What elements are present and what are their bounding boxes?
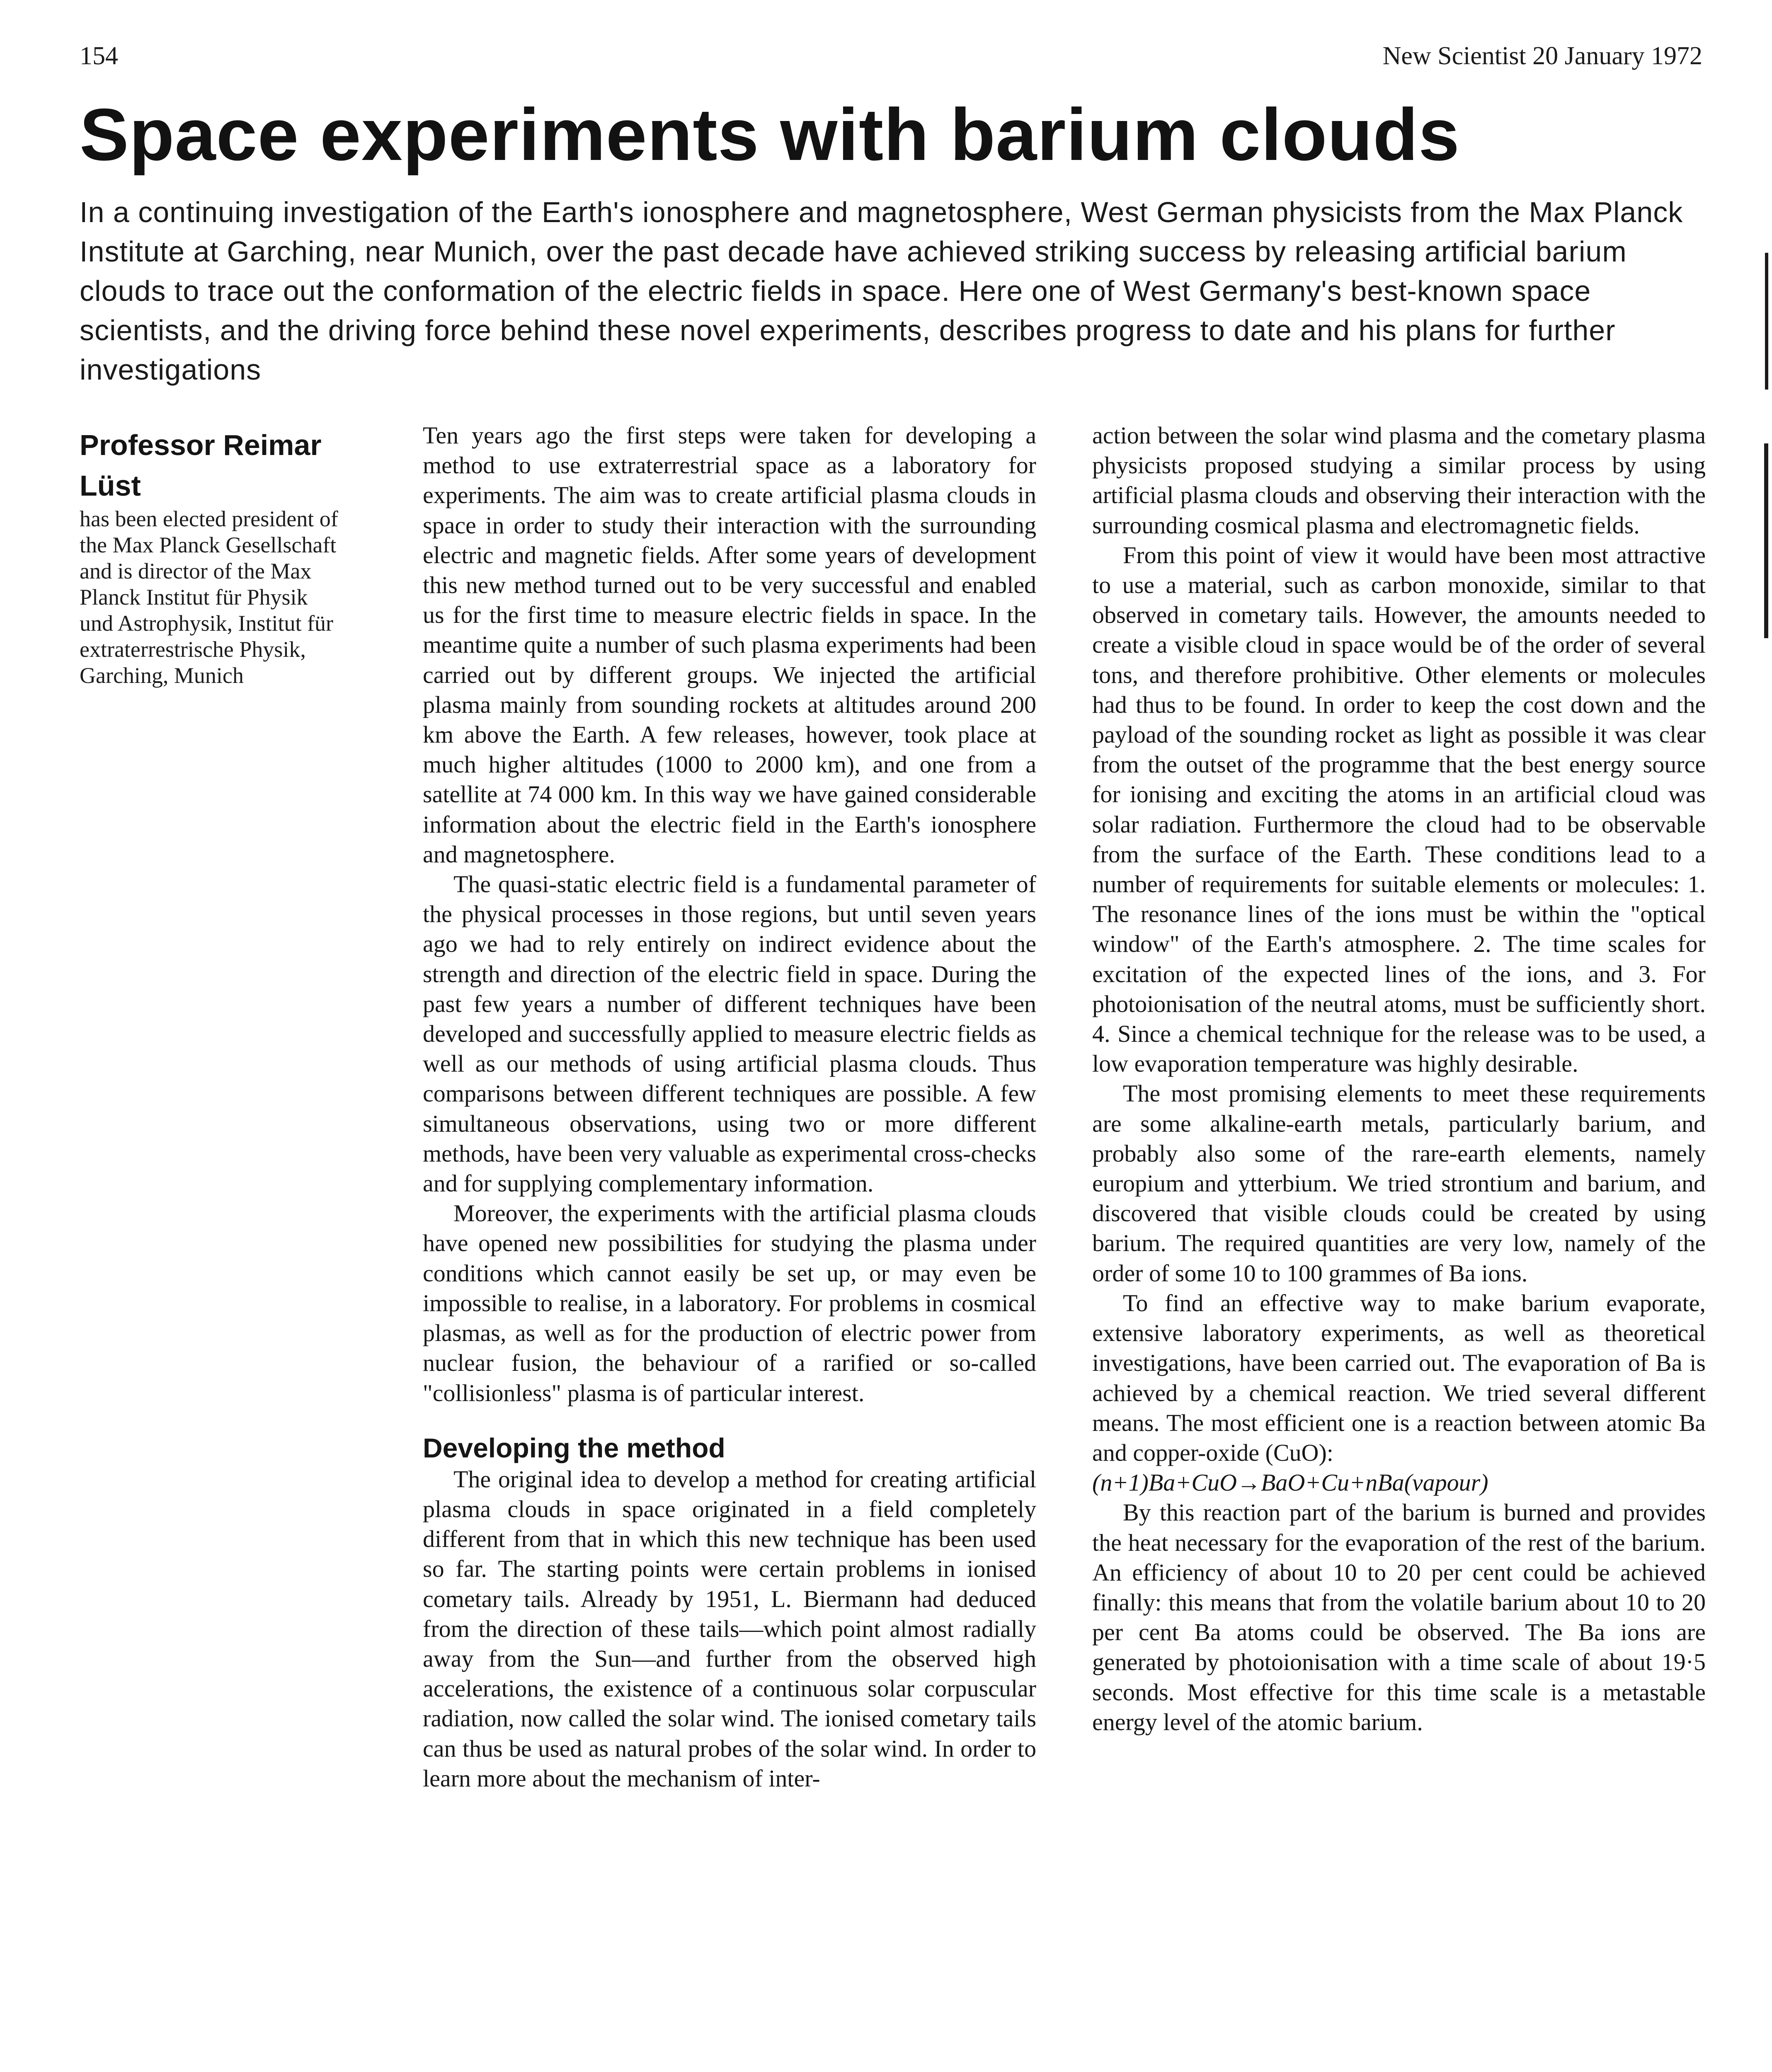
paragraph: The quasi-static electric field is a fundamental parameter of the physical processes in those regions, but until seven years ago we had to rely entirely on indirect evidence about the strength and direction of the electric field in space. During the past few years a number of different techniques have been developed and successfully applied to measure electric fields as well as our methods of using artificial plasma clouds. Thus comparisons between different techniques are possible. A few simultaneous observations, using two or more different methods, have been very valuable as experimental cross-checks and for supplying complementary information.	[423, 871, 1036, 1197]
body-column-1	[423, 421, 1036, 1794]
body-column-2	[1092, 421, 1706, 1737]
paragraph: To find an effective way to make barium evaporate, extensive laboratory experiments, as well as theoretical investigations, have been carried out. The evaporation of Ba is achieved by a chemical reaction. We tried several different means. The most efficient one is a reaction between atomic Ba and copper-oxide (CuO):	[1092, 1289, 1706, 1466]
standfirst: In a continuing investigation of the Earth's ionosphere and magnetosphere, West German physicists from the Max Planck Institute at Garching, near Munich, over the past decade have achieved striking success by releasing artificial barium clouds to trace out the conformation of the electric fields in space. Here one of West Germany's best-known space scientists, and the driving force behind these novel experiments, describes progress to date and his plans for further investigations	[80, 196, 1683, 386]
author-bio-text: has been elected president of the Max Planck Gesellschaft and is director of the Max Planck Institut für Physik und Astrophysik, Institut für extraterrestrische Physik, Garching, Munich	[80, 506, 338, 688]
paragraph: The most promising elements to meet these requirements are some alkaline-earth metals, particularly barium, and probably also some of the rare-earth elements, namely europium and ytterbium. We tried strontium and barium, and discovered that visible clouds could be created by using barium. The required quantities are very low, namely of the order of some 10 to 100 grammes of Ba ions.	[1092, 1080, 1706, 1287]
chemical-equation: (n+1)Ba+CuO→BaO+Cu+nBa(vapour)	[1092, 1469, 1488, 1496]
paragraph: Moreover, the experiments with the artificial plasma clouds have opened new possibilities for studying the plasma under conditions which cannot easily be set up, or may even be impossible to realise, in a laboratory. For problems in cosmical plasmas, as well as for the production of electric power from nuclear fusion, the behaviour of a rarified or so-called "collisionless" plasma is of particular interest.	[423, 1200, 1036, 1406]
author-name: Professor Reimar Lüst	[80, 429, 322, 502]
paragraph: By this reaction part of the barium is burned and provides the heat necessary for the evaporation of the rest of the barium. An efficiency of about 10 to 20 per cent could be achieved finally: this means that from the volatile barium about 10 to 20 per cent Ba atoms could be observed. The Ba ions are generated by photoionisation with a time scale of about 19·5 seconds. Most effective for this time scale is a metastable energy level of the atomic barium.	[1092, 1499, 1706, 1736]
publication-dateline: New Scientist 20 January 1972	[1382, 42, 1702, 70]
paragraph: The original idea to develop a method for creating artificial plasma clouds in space originated in a field completely different from that in which this new technique has been used so far. The starting points were certain problems in ionised cometary tails. Already by 1951, L. Biermann had deduced from the direction of these tails—which point almost radially away from the Sun—and further from the observed high accelerations, the existence of a continuous solar corpuscular radiation, now called the solar wind. The ionised cometary tails can thus be used as natural probes of the solar wind. In order to learn more about the mechanism of inter-	[423, 1465, 1036, 1792]
paragraph: From this point of view it would have been most attractive to use a material, such as carbon monoxide, similar to that observed in cometary tails. However, the amounts needed to create a visible cloud in space would be of the order of several tons, and therefore prohibitive. Other elements or molecules had thus to be found. In order to keep the cost down and the payload of the sounding rocket as light as possible it was clear from the outset of the programme that the best energy source for ionising and exciting the atoms in an artificial cloud was solar radiation. Furthermore the cloud had to be observable from the surface of the Earth. These conditions lead to a number of requirements for suitable elements or molecules: 1. The resonance lines of the ions must be within the "optical window" of the Earth's atmosphere. 2. The time scales for excitation of the expected lines of the ions, and 3. For photoionisation of the neutral atoms, must be sufficiently short. 4. Since a chemical technique for the release was to be used, a low evaporation temperature was highly desirable.	[1092, 541, 1706, 1077]
author-bio	[80, 425, 345, 689]
paragraph: Ten years ago the first steps were taken for developing a method to use extraterrestrial space as a laboratory for experiments. The aim was to create artificial plasma clouds in space in order to study their interaction with the surrounding electric and magnetic fields. After some years of development this new method turned out to be very successful and enabled us for the first time to measure electric fields in space. In the meantime quite a number of such plasma experiments had been carried out by different groups. We injected the artificial plasma mainly from sounding rockets at altitudes around 200 km above the Earth. A few releases, however, took place at much higher altitudes (1000 to 2000 km), and one from a satellite at 74 000 km. In this way we have gained considerable information about the electric field in the Earth's ionosphere and magnetosphere.	[423, 422, 1036, 868]
scan-edge-mark	[1765, 253, 1768, 390]
article-title: Space experiments with barium clouds	[80, 93, 1460, 176]
paragraph: action between the solar wind plasma and the cometary plasma physicists proposed studying a similar process by using artificial plasma clouds and observing their interaction with the surrounding cosmical plasma and electromagnetic fields.	[1092, 422, 1706, 539]
subheading: Developing the method	[423, 1432, 725, 1463]
page-number: 154	[80, 42, 118, 70]
scan-edge-mark	[1764, 443, 1768, 638]
